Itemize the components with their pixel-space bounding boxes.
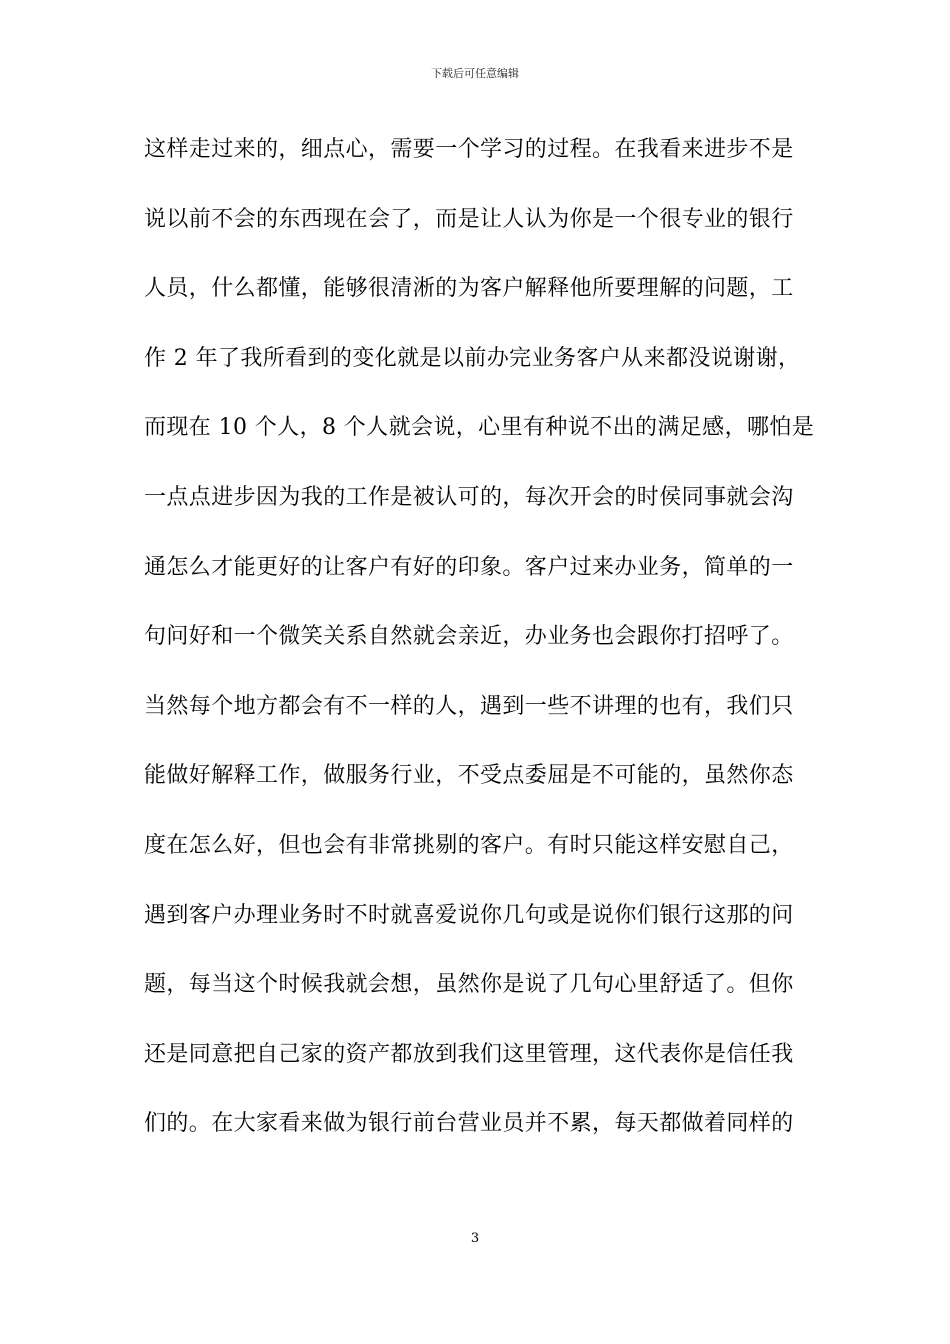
document-body [144, 128, 815, 1172]
body-line: 而现在 10 个人，8 个人就会说，心里有种说不出的满足感，哪怕是 [144, 415, 815, 441]
body-line: 能做好解释工作，做服务行业，不受点委屈是不可能的，虽然你态 [144, 763, 794, 789]
body-line: 遇到客户办理业务时不时就喜爱说你几句或是说你们银行这那的问 [144, 902, 794, 928]
body-line: 通怎么才能更好的让客户有好的印象。客户过来办业务，简单的一 [144, 554, 794, 580]
body-line: 作 2 年了我所看到的变化就是以前办完业务客户从来都没说谢谢， [144, 345, 801, 371]
body-line: 还是同意把自己家的资产都放到我们这里管理，这代表你是信任我 [144, 1041, 794, 1067]
body-line: 说以前不会的东西现在会了，而是让人认为你是一个很专业的银行 [144, 206, 794, 232]
body-line: 题，每当这个时候我就会想，虽然你是说了几句心里舒适了。但你 [144, 972, 794, 998]
body-line: 度在怎么好，但也会有非常挑剔的客户。有时只能这样安慰自己， [144, 832, 794, 858]
body-line: 句问好和一个微笑关系自然就会亲近，办业务也会跟你打招呼了。 [144, 624, 794, 650]
body-line: 一点点进步因为我的工作是被认可的，每次开会的时侯同事就会沟 [144, 484, 794, 510]
body-line: 这样走过来的，细点心，需要一个学习的过程。在我看来进步不是 [144, 137, 794, 162]
page-header: 下载后可任意编辑 [431, 67, 519, 80]
body-line: 当然每个地方都会有不一样的人，遇到一些不讲理的也有，我们只 [144, 693, 794, 719]
body-line: 人员，什么都懂，能够很清淅的为客户解释他所要理解的问题，工 [144, 276, 794, 302]
body-line: 们的。在大家看来做为银行前台营业员并不累，每天都做着同样的 [144, 1111, 794, 1137]
page-number: 3 [470, 1231, 480, 1246]
